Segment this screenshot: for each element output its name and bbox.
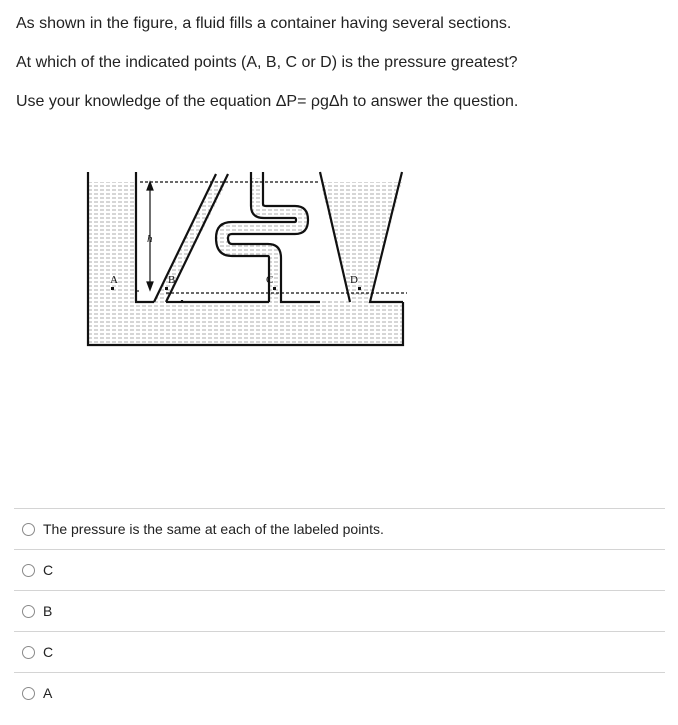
option-label: C [43, 644, 54, 660]
option-1[interactable] [14, 508, 665, 549]
radio-button[interactable] [22, 564, 35, 577]
radio-button[interactable] [22, 605, 35, 618]
point-label-b: B [168, 274, 176, 286]
answer-options [14, 508, 665, 713]
option-label: A [43, 685, 53, 701]
option-label: C [43, 562, 54, 578]
point-label-d: D [350, 274, 358, 286]
point-label-c: C [266, 274, 274, 286]
question-line-1: As shown in the figure, a fluid fills a container having several sections. [16, 15, 512, 32]
radio-button[interactable] [22, 646, 35, 659]
option-2[interactable] [14, 549, 665, 590]
question-line-2: At which of the indicated points (A, B, C or D) is the pressure greatest? [16, 54, 518, 71]
radio-button[interactable] [22, 687, 35, 700]
option-5[interactable] [14, 672, 665, 713]
radio-button[interactable] [22, 523, 35, 536]
height-label: h [147, 233, 153, 245]
option-label: The pressure is the same at each of the labeled points. [43, 521, 384, 537]
option-4[interactable] [14, 631, 665, 672]
option-label: B [43, 603, 53, 619]
question-line-3: Use your knowledge of the equation ΔP= ρgΔh to answer the question. [16, 93, 519, 110]
point-label-a: A [110, 274, 118, 286]
option-3[interactable] [14, 590, 665, 631]
container-figure [70, 160, 420, 360]
